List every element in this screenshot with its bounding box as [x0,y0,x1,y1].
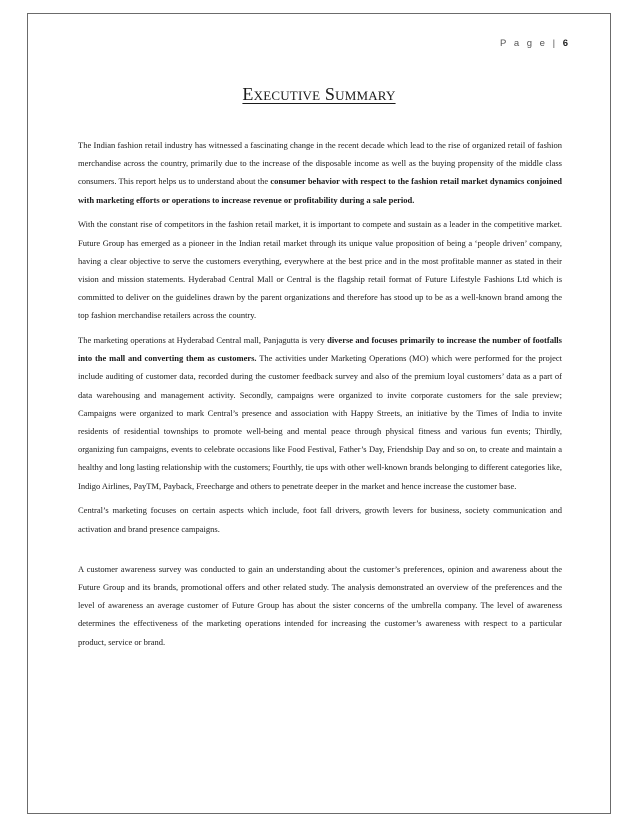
paragraph-intro [78,136,562,209]
paragraph-marketing-operations [78,331,562,495]
paragraph-bold-text: consumer behavior with respect to the fashion retail market dynamics conjoined with marketing efforts or operations to increase revenue or profitability during a sale period. [78,176,562,205]
page-title-text: Executive Summary [242,84,396,104]
page-label: P a g e | [500,38,558,49]
paragraph-survey [78,560,562,651]
document-body [78,136,562,657]
paragraph-text: Central’s marketing focuses on certain aspects which include, foot fall drivers, growth levers for business, society communication and activation and brand presence campaigns. [78,505,562,534]
paragraph-competition [78,215,562,324]
page-title [0,84,638,105]
paragraph-text: The marketing operations at Hyderabad Central mall, Panjagutta is very [78,335,328,346]
paragraph-marketing-focus [78,501,562,537]
paragraph-text: With the constant rise of competitors in the fashion retail market, it is important to compete and sustain as a leader in the competitive market. Future Group has emerged as a pioneer in the Indian retail market through its unique value proposition of being a ‘people driven’ company, having a clear objective to serve the customers everything, everywhere at the best price and in the most profitable manner as stated in their vision and mission statements. Hyderabad Central Mall or Central is the flagship retail format of Future Lifestyle Fashions Ltd which is committed to deliver on the guidelines drawn by the parent organizations and therefore has stood up to be as a well-known brand among the top fashion merchandise retailers across the country. [78,219,562,321]
paragraph-bold-text: diverse and focuses primarily to increase the number of footfalls into the mall and converting them as customers. [78,335,562,364]
paragraph-text: The activities under Marketing Operations (MO) which were performed for the project include auditing of customer data, recorded during the customer feedback survey and also of the premium loyal customers’ data as a part of data warehousing and management activity. Secondly, campaigns were organized to invite corporate customers for the sale preview; Campaigns were organized to mark Central’s presence and association with Happy Streets, an initiative by the Times of India to invite residents of residential townships to promote well-being and mental peace through physical fitness and various fun events; Thirdly, organizing fun campaigns, events to celebrate occasions like Food Festival, Father’s Day, Friendship Day and so on, to create and maintain a healthy and long lasting relationship with the customers; Fourthly, tie ups with other well-known brands belonging to different categories like, Indigo Airlines, PayTM, Payback, Freecharge and others to penetrate deeper in the market and hence increase the customer base. [78,353,563,491]
page-number: 6 [562,38,568,49]
paragraph-text: A customer awareness survey was conducted to gain an understanding about the customer’s preferences, opinion and awareness about the Future Group and its brands, promotional offers and other related study. The analysis demonstrated an overview of the preferences and the level of awareness an average customer of Future Group has about the sister concerns of the umbrella company. The level of awareness determines the effectiveness of the marketing operations intended for increasing the customer’s awareness with respect to a particular product, service or brand. [78,563,562,647]
page-number-header [500,38,568,49]
paragraph-text: The Indian fashion retail industry has witnessed a fascinating change in the recent decade which lead to the rise of organized retail of fashion merchandise across the country, primarily due to the increase of the disposable income as well as the buying propensity of the middle class consumers. This report helps us to understand about the [78,140,562,187]
